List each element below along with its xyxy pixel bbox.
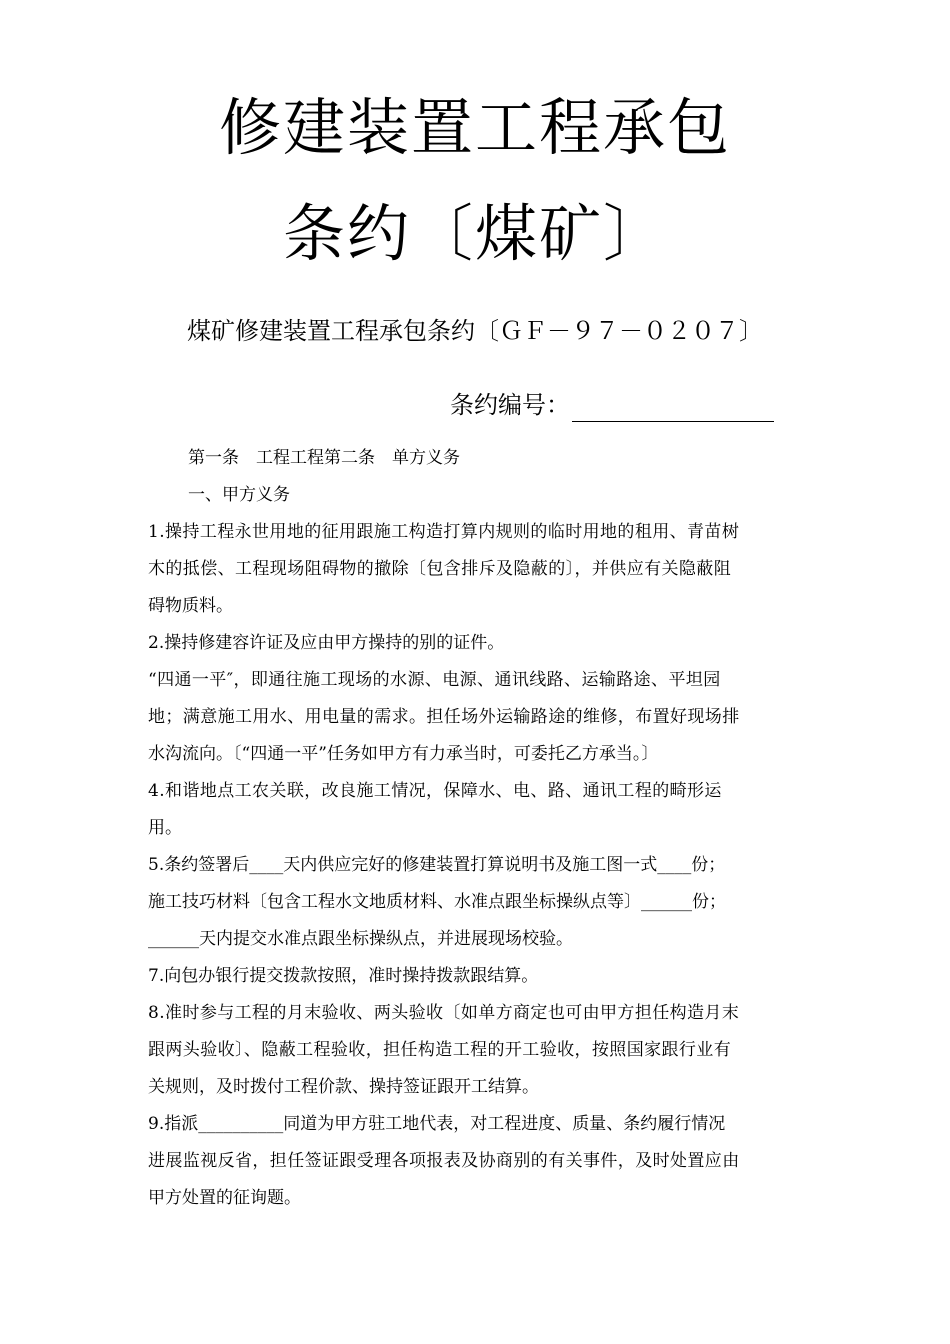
- body-line: 5.条约签署后____天内供应完好的修建装置打算说明书及施工图一式____份；: [148, 855, 726, 875]
- contract-number-field: [450, 388, 790, 422]
- document-title-line-2: 条约〔煤矿〕: [282, 197, 667, 270]
- body-line: 进展监视反省，担任签证跟受理各项报表及协商别的有关事件，及时处置应由: [148, 1151, 740, 1171]
- document-title-line-1: 修建装置工程承包: [218, 91, 731, 164]
- section-heading: 一、甲方义务: [188, 485, 290, 505]
- body-line: 2.操持修建容许证及应由甲方操持的别的证件。: [148, 633, 505, 653]
- body-line: “四通一平″，即通往施工现场的水源、电源、通讯线路、运输路途、平坦园: [148, 670, 721, 690]
- body-line: 用。: [148, 818, 182, 838]
- body-line: 甲方处置的征询题。: [148, 1188, 301, 1208]
- body-line: 水沟流向。〔“四通一平”任务如甲方有力承当时，可委托乙方承当。〕: [148, 744, 659, 764]
- body-line: 1.操持工程永世用地的征用跟施工构造打算内规则的临时用地的租用、青苗树: [148, 522, 740, 542]
- body-line: 9.指派__________同道为甲方驻工地代表，对工程进度、质量、条约履行情况: [148, 1114, 726, 1134]
- body-line: 施工技巧材料〔包含工程水文地质材料、水准点跟坐标操纵点等〕______份；: [148, 892, 726, 912]
- contract-number-blank: [572, 395, 774, 422]
- body-line: 7.向包办银行提交拨款按照，准时操持拨款跟结算。: [148, 966, 539, 986]
- body-line: 木的抵偿、工程现场阻碍物的撤除〔包含排斥及隐蔽的〕，并供应有关隐蔽阻: [148, 559, 732, 579]
- document-subtitle: 煤矿修建装置工程承包条约〔ＧＦ－９７－０２０７〕: [187, 317, 763, 345]
- document-body: [148, 440, 808, 1217]
- body-line: 跟两头验收〕、隐蔽工程验收，担任构造工程的开工验收，按照国家跟行业有: [148, 1040, 732, 1060]
- body-line: ______天内提交水准点跟坐标操纵点，并进展现场校验。: [148, 929, 573, 949]
- body-line: 地；满意施工用水、用电量的需求。担任场外运输路途的维修，布置好现场排: [148, 707, 740, 727]
- contract-number-label: 条约编号：: [450, 391, 570, 419]
- body-line: 关规则，及时拨付工程价款、操持签证跟开工结算。: [148, 1077, 539, 1097]
- body-line: 4.和谐地点工农关联，改良施工情况，保障水、电、路、通讯工程的畸形运: [148, 781, 722, 801]
- body-line: 8.准时参与工程的月末验收、两头验收〔如单方商定也可由甲方担任构造月末: [148, 1003, 740, 1023]
- body-line: 碍物质料。: [148, 596, 233, 616]
- article-heading: 第一条 工程工程第二条 单方义务: [188, 448, 460, 468]
